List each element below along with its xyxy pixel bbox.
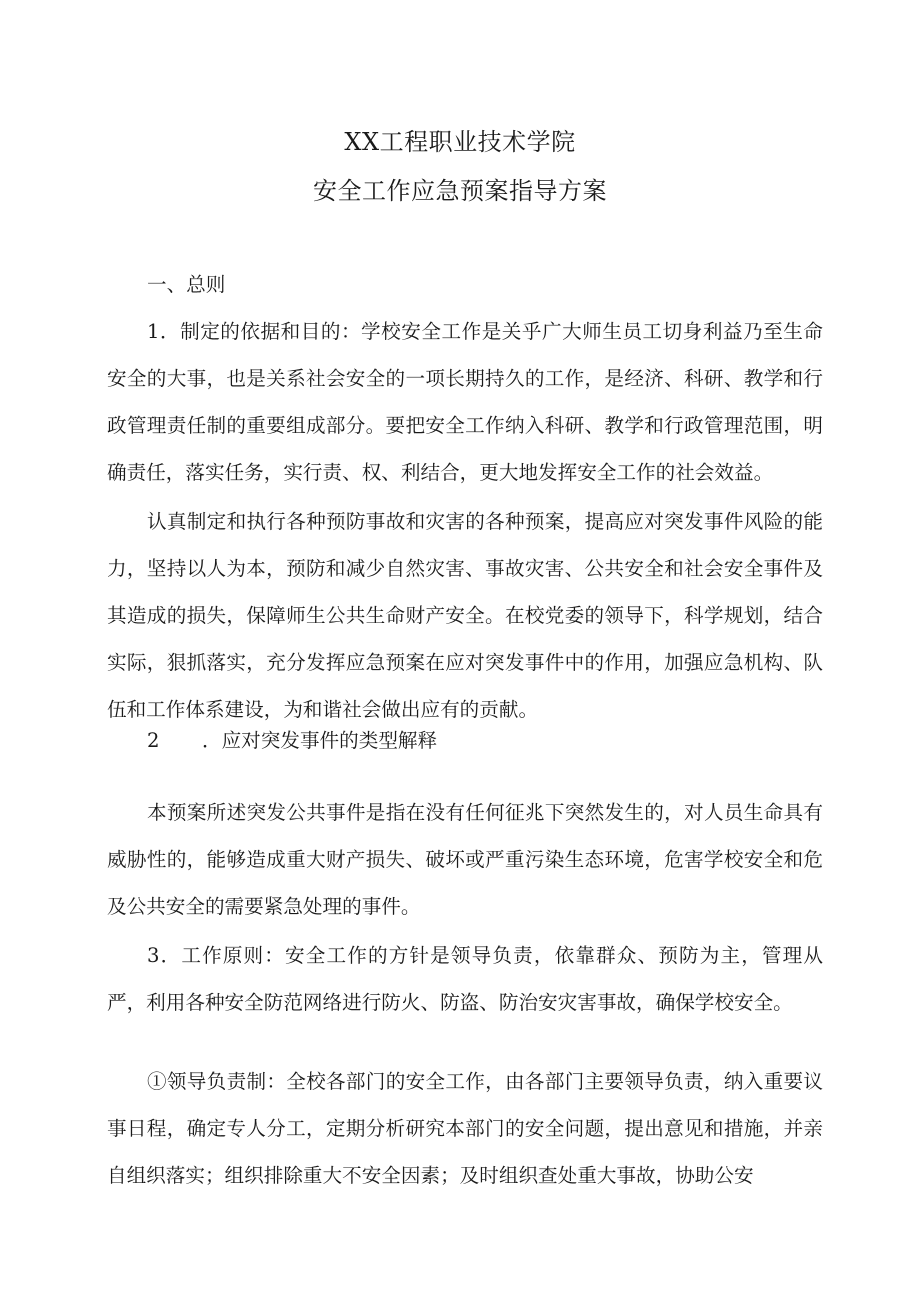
- item2-paragraph: 本预案所述突发公共事件是指在没有任何征兆下突然发生的，对人员生命具有威胁性的，能够造成重大财产损失、破坏或严重污染生态环境，危害学校安全和危及公共安全的需要紧急处理的事件。: [107, 801, 823, 918]
- section1-heading: 一、总则: [147, 273, 226, 296]
- document-title-line2: 安全工作应急预案指导方案: [313, 177, 607, 205]
- item2-number: 2: [147, 729, 160, 752]
- item3-paragraph: 3．工作原则：安全工作的方针是领导负责，依靠群众、预防为主，管理从严，利用各种安全防范网络进行防火、防盗、防治安灾害事故，确保学校安全。: [107, 944, 823, 1014]
- document-title-line1: XX工程职业技术学院: [344, 128, 576, 156]
- item3-sub1-paragraph: ①领导负责制：全校各部门的安全工作，由各部门主要领导负责，纳入重要议事日程，确定专人分工，定期分析研究本部门的安全问题，提出意见和措施，并亲自组织落实；组织排除重大不安全因素；及时组织查处重大事故，协助公安: [107, 1070, 823, 1187]
- paragraph2: 认真制定和执行各种预防事故和灾害的各种预案，提高应对突发事件风险的能力，坚持以人为本，预防和减少自然灾害、事故灾害、公共安全和社会安全事件及其造成的损失，保障师生公共生命财产安全。在校党委的领导下，科学规划，结合实际，狠抓落实，充分发挥应急预案在应对突发事件中的作用，加强应急机构、队伍和工作体系建设，为和谐社会做出应有的贡献。: [107, 510, 823, 721]
- item2-heading-text: ．应对突发事件的类型解释: [202, 729, 438, 752]
- item2-heading: [147, 726, 437, 756]
- item1-paragraph: 1．制定的依据和目的：学校安全工作是关乎广大师生员工切身利益乃至生命安全的大事，也是关系社会安全的一项长期持久的工作，是经济、科研、教学和行政管理责任制的重要组成部分。要把安全工作纳入科研、教学和行政管理范围，明确责任，落实任务，实行责、权、利结合，更大地发挥安全工作的社会效益。: [107, 320, 823, 484]
